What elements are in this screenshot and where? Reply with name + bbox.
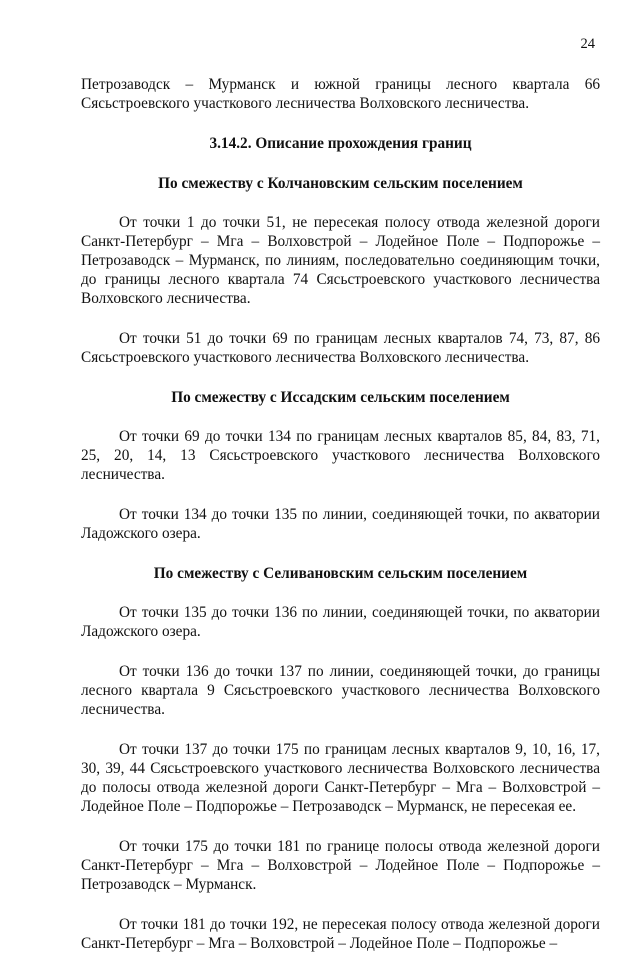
block-heading-kolchanovskoe: По смежеству с Колчановским сельским поселением <box>158 175 523 192</box>
paragraph: От точки 135 до точки 136 по линии, соединяющей точки, по акватории Ладожского озера. <box>81 604 600 640</box>
paragraph: От точки 69 до точки 134 по границам лесных кварталов 85, 84, 83, 71, 25, 20, 14, 13 Сясьстроевского участкового лесничества Волховского лесничества. <box>81 428 600 483</box>
paragraph: От точки 51 до точки 69 по границам лесных кварталов 74, 73, 87, 86 Сясьстроевского участкового лесничества Волховского лесничества. <box>81 330 600 366</box>
paragraph: От точки 136 до точки 137 по линии, соединяющей точки, до границы лесного квартала 9 Сясьстроевского участкового лесничества Волховского лесничества. <box>81 663 600 718</box>
continuation-paragraph: Петрозаводск – Мурманск и южной границы лесного квартала 66 Сясьстроевского участкового лесничества Волховского лесничества. <box>81 76 600 112</box>
paragraph: От точки 1 до точки 51, не пересекая полосу отвода железной дороги Санкт-Петербург – Мга – Волховстрой – Лодейное Поле – Подпорожье – Петрозаводск – Мурманск, по линиям, последовательно соединяющим точки, до границы лесного квартала 74 Сясьстроевского участкового лесничества Волховского лесничества. <box>81 214 600 307</box>
page-number: 24 <box>580 36 595 52</box>
paragraph: От точки 134 до точки 135 по линии, соединяющей точки, по акватории Ладожского озера. <box>81 506 600 542</box>
block-heading-issadskoe: По смежеству с Иссадским сельским поселением <box>171 389 510 406</box>
section-title: 3.14.2. Описание прохождения границ <box>209 135 472 152</box>
block-heading-selivanovskoe: По смежеству с Селивановским сельским поселением <box>153 565 528 582</box>
paragraph: От точки 137 до точки 175 по границам лесных кварталов 9, 10, 16, 17, 30, 39, 44 Сясьстроевского участкового лесничества Волховского лесничества до полосы отвода железной дороги Санкт-Петербург – Мга – Волховстрой – Лодейное Поле – Подпорожье – Петрозаводск – Мурманск, не пересекая ее. <box>81 741 600 815</box>
paragraph: От точки 181 до точки 192, не пересекая полосу отвода железной дороги Санкт-Петербург – Мга – Волховстрой – Лодейное Поле – Подпорожье – <box>81 916 600 952</box>
document-body <box>81 75 600 974</box>
paragraph: От точки 175 до точки 181 по границе полосы отвода железной дороги Санкт-Петербург – Мга – Волховстрой – Лодейное Поле – Подпорожье – Петрозаводск – Мурманск. <box>81 838 600 893</box>
